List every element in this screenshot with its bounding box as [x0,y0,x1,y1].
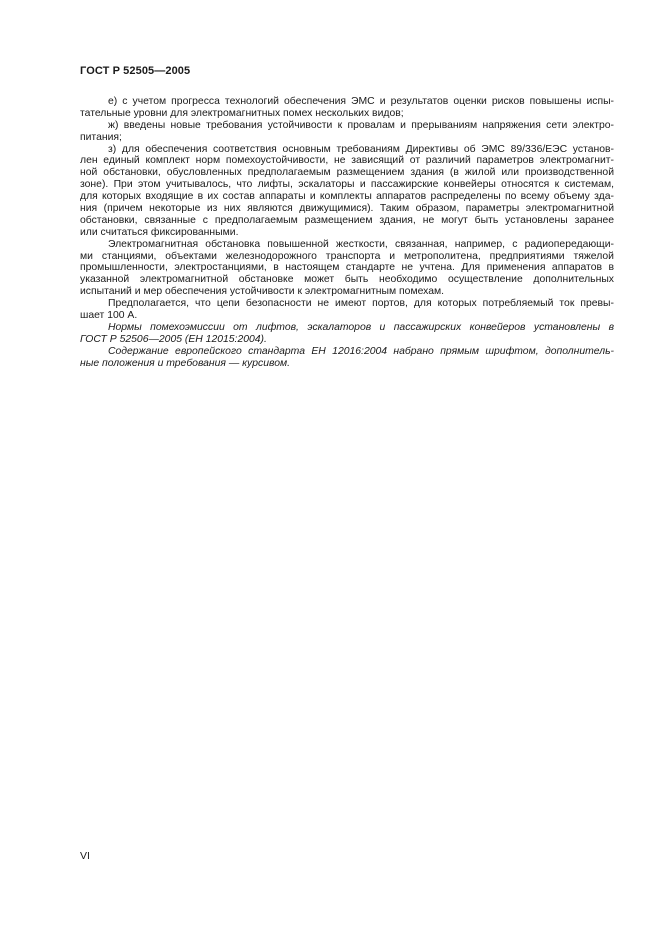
text-line: Нормы помехоэмиссии от лифтов, эскалаторов и пассажирских конвейеров установлены в [108,321,614,333]
text-line: ния (причем некоторые из них являются движущимися). Таким образом, параметры электромагнитной [80,203,614,215]
text-line: испытаний и мер обеспечения устойчивости к электромагнитным помехам. [80,286,445,298]
text-line: или считаться фиксированными. [80,226,239,238]
text-line: ной обстановки, обусловленных предполагаемым размещением здания (в жилой или производственной [80,167,614,179]
text-line: шает 100 А. [80,310,138,322]
text-line: обстановки, связанные с предполагаемым размещением здания, не могут быть установлены заранее [80,214,614,226]
text-line: ные положения и требования — курсивом. [80,357,290,369]
document-header: ГОСТ Р 52505—2005 [80,65,191,77]
text-line: тательные уровни для электромагнитных помех нескольких видов; [80,107,404,119]
text-line: е) с учетом прогресса технологий обеспечения ЭМС и результатов оценки рисков повышены испы- [108,96,614,107]
text-line: лен единый комплект норм помехоустойчивости, не зависящий от различий параметров электромагнит- [80,155,614,167]
text-line: Предполагается, что цепи безопасности не имеют портов, для которых потребляемый ток превы- [108,298,614,310]
text-line: ж) введены новые требования устойчивости к провалам и прерываниям напряжения сети электро- [108,119,614,131]
text-line: ГОСТ Р 52506—2005 (ЕН 12015:2004). [80,333,267,345]
page-number: VI [80,850,90,862]
text-line: указанной электромагнитной обстановке может быть необходимо осуществление дополнительных [80,274,614,286]
text-line: Электромагнитная обстановка повышенной жесткости, связанная, например, с радиопередающи- [108,238,614,250]
text-line: промышленности, электростанциями, в настоящем стандарте не учтена. Для применения аппаратов в [80,262,614,274]
text-line: з) для обеспечения соответствия основным требованиям Директивы об ЭМС 89/336/ЕЭС установ- [108,143,614,155]
text-line: ми станциями, объектами железнодорожного транспорта и метрополитена, предприятиями тяжелой [80,250,614,262]
text-line: питания; [80,131,122,143]
text-line: зоне). При этом учитывалось, что лифты, эскалаторы и пассажирские конвейеры относятся к системам, [80,179,614,191]
text-line: для которых входящие в их состав аппараты и комплекты аппаратов распределены по всему объему зда- [80,191,614,203]
text-line: Содержание европейского стандарта ЕН 12016:2004 набрано прямым шрифтом, дополнитель- [108,345,614,357]
document-body [80,96,614,369]
